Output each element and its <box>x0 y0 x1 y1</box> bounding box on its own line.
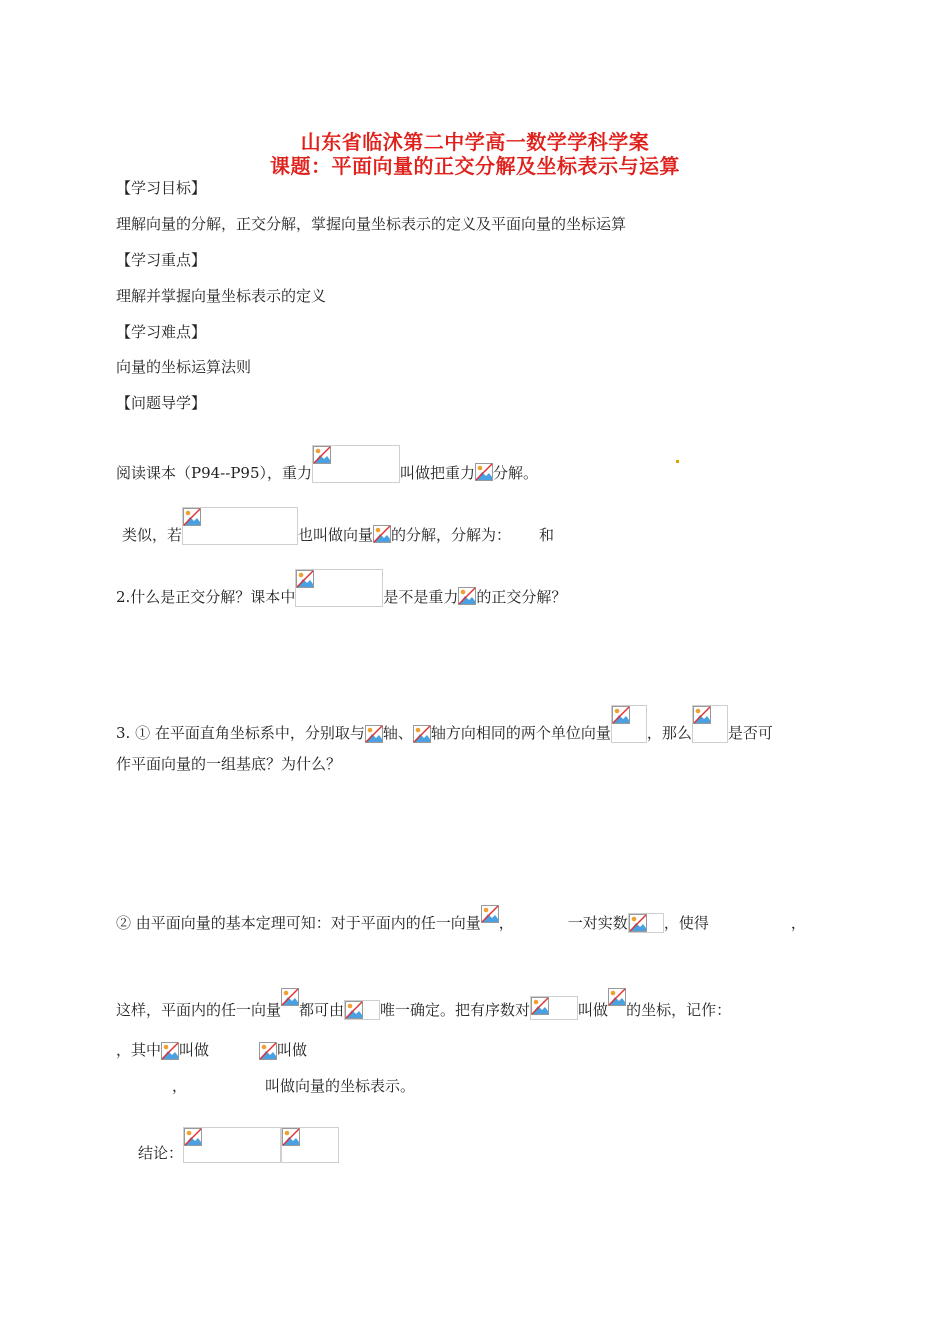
q3-p2-text-c: 一对实数 <box>567 914 628 932</box>
question-3-line-2: 作平面向量的一组基底？为什么？ <box>116 755 342 773</box>
q1-text-f: 的分解，分解为： <box>391 526 512 544</box>
formula-image <box>365 725 383 743</box>
q3-p2-text-a: ② 由平面向量的基本定理可知：对于平面内的任一向量 <box>116 914 481 932</box>
broken-image-icon <box>296 570 314 588</box>
broken-image-icon <box>481 905 499 923</box>
broken-image-icon <box>282 1128 300 1146</box>
q3-p2-text-e: ， <box>790 914 806 932</box>
q2-text-c: 的正交分解？ <box>476 588 567 606</box>
q3-p3-text-b: 都可由 <box>299 1001 345 1019</box>
formula-image <box>344 1000 380 1020</box>
q3-p4-text-b: 叫做 <box>179 1041 210 1059</box>
q3-p5-text-b: 叫做向量的坐标表示。 <box>265 1077 416 1095</box>
formula-image <box>481 905 499 933</box>
formula-image <box>373 525 391 545</box>
q3-p2-text-b: ， <box>498 914 514 932</box>
q1-text-g: 和 <box>539 526 555 544</box>
question-2-line <box>116 569 566 607</box>
q3-p2-text-d: ，使得 <box>663 914 709 932</box>
conclusion-line <box>138 1127 339 1163</box>
formula-image <box>295 569 383 607</box>
goal-text: 理解向量的分解，正交分解，掌握向量坐标表示的定义及平面向量的坐标运算 <box>116 215 627 233</box>
broken-image-icon <box>612 706 630 724</box>
formula-image <box>259 1042 277 1060</box>
q1-text-e: 也叫做向量 <box>298 526 374 544</box>
q3-p3-text-c: 唯一确定。把有序数对 <box>380 1001 531 1019</box>
goal-header: 【学习目标】 <box>116 179 207 197</box>
broken-image-icon <box>531 997 549 1015</box>
conclusion-label: 结论： <box>138 1144 184 1162</box>
q1-text-a: 阅读课本（P94--P95），重力 <box>116 464 312 482</box>
broken-image-icon <box>365 725 383 743</box>
formula-image <box>281 1127 339 1163</box>
q3-p4-text-c: 叫做 <box>277 1041 308 1059</box>
broken-image-icon <box>608 988 626 1006</box>
difficulty-text: 向量的坐标运算法则 <box>116 358 252 376</box>
broken-image-icon <box>313 446 331 464</box>
broken-image-icon <box>629 914 647 932</box>
q2-text-a: 2.什么是正交分解？课本中 <box>116 588 296 606</box>
formula-image <box>692 705 728 743</box>
q3-p4-text-a: ，其中 <box>116 1041 162 1059</box>
q3-text-a: 3. ① 在平面直角坐标系中，分别取与 <box>116 724 365 742</box>
broken-image-icon <box>161 1042 179 1060</box>
formula-image <box>530 996 578 1020</box>
question-1-line <box>116 445 538 483</box>
guide-header: 【问题导学】 <box>116 394 207 412</box>
difficulty-header: 【学习难点】 <box>116 323 207 341</box>
q1-text-b: 叫做把重力 <box>400 464 476 482</box>
q3-p3-text-e: 的坐标，记作： <box>626 1001 732 1019</box>
q3-p5-text-a: ， <box>172 1077 188 1095</box>
document-title: 山东省临沭第二中学高一数学学科学案 <box>300 130 650 154</box>
q3-p3-text-d: 叫做 <box>578 1001 609 1019</box>
formula-image <box>628 913 664 933</box>
q3-text-b: 轴、 <box>382 724 413 742</box>
broken-image-icon <box>183 508 201 526</box>
formula-image <box>608 988 626 1020</box>
question-3-part-3 <box>116 988 731 1020</box>
broken-image-icon <box>475 463 493 481</box>
broken-image-icon <box>458 587 476 605</box>
question-3-line <box>116 705 773 743</box>
key-text: 理解并掌握向量坐标表示的定义 <box>116 287 327 305</box>
broken-image-icon <box>184 1128 202 1146</box>
broken-image-icon <box>281 988 299 1006</box>
stray-mark <box>676 460 679 463</box>
key-header: 【学习重点】 <box>116 251 207 269</box>
broken-image-icon <box>259 1042 277 1060</box>
broken-image-icon <box>693 706 711 724</box>
formula-image <box>281 988 299 1020</box>
formula-image <box>182 507 298 545</box>
q3-text-d: ，那么 <box>646 724 692 742</box>
formula-image <box>611 705 647 743</box>
question-3-part-4 <box>116 1040 307 1060</box>
q3-text-e: 是否可 <box>727 724 773 742</box>
question-3-part-2 <box>116 905 806 933</box>
formula-image <box>312 445 400 483</box>
broken-image-icon <box>413 725 431 743</box>
formula-image <box>458 587 476 607</box>
formula-image <box>475 463 493 483</box>
q1-text-d: 类似，若 <box>122 526 183 544</box>
q3-text-c: 轴方向相同的两个单位向量 <box>430 724 611 742</box>
q1-text-c: 分解。 <box>493 464 539 482</box>
broken-image-icon <box>345 1001 363 1019</box>
formula-image <box>183 1127 281 1163</box>
broken-image-icon <box>373 525 391 543</box>
question-1-line-2 <box>122 507 554 545</box>
formula-image <box>161 1042 179 1060</box>
q3-p3-text-a: 这样，平面内的任一向量 <box>116 1001 282 1019</box>
formula-image <box>413 725 431 743</box>
q2-text-b: 是不是重力 <box>383 588 459 606</box>
lesson-topic: 课题：平面向量的正交分解及坐标表示与运算 <box>270 154 680 178</box>
question-3-part-5 <box>172 1076 415 1096</box>
